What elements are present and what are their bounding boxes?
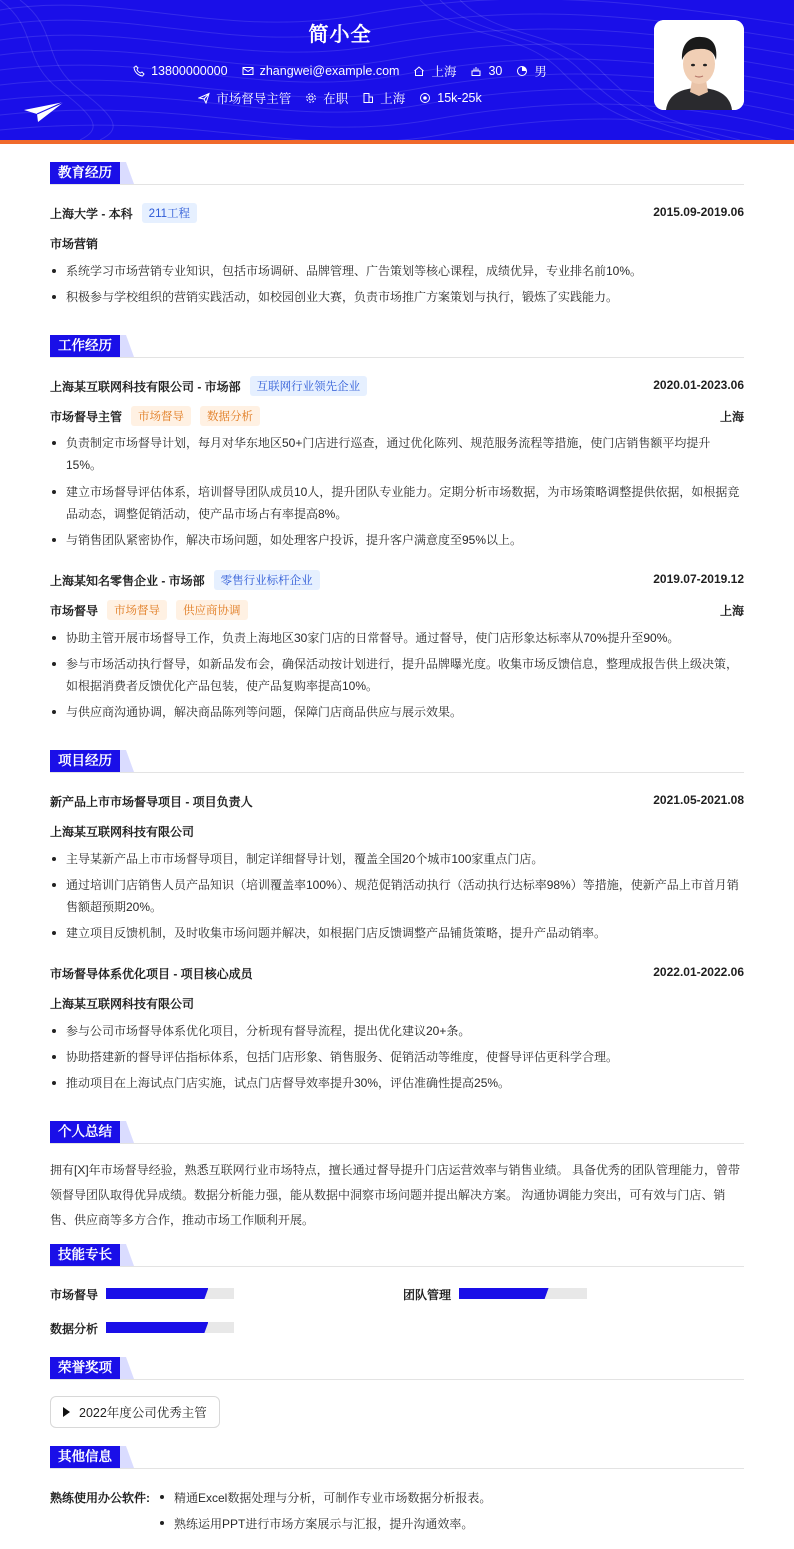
- resume-header: [0, 0, 794, 140]
- title-slant-decoration: [120, 335, 134, 357]
- email-text: zhangwei@example.com: [259, 64, 400, 78]
- school-name: 上海大学 - 本科: [50, 206, 133, 221]
- company-badge: 零售行业标杆企业: [214, 570, 320, 590]
- gender-text: 男: [534, 65, 547, 79]
- section-divider: [50, 357, 744, 358]
- home-icon: [413, 65, 425, 77]
- work-city-item: [362, 89, 405, 107]
- list-item: 熟练运用PPT进行市场方案展示与汇报，提升沟通效率。: [158, 1515, 473, 1532]
- skill-tag: 供应商协调: [176, 600, 248, 620]
- project-date: 2021.05-2021.08: [653, 793, 744, 807]
- status-item: [305, 89, 348, 107]
- phone-item: [133, 64, 227, 78]
- list-item: 主导某新产品上市市场督导项目，制定详细督导计划，覆盖全国20个城市100家重点门店。: [50, 848, 744, 870]
- job-date: 2019.07-2019.12: [653, 572, 744, 586]
- skill-name: 市场督导: [50, 1288, 99, 1302]
- email-item: [242, 64, 400, 78]
- list-item: 与供应商沟通协调，解决商品陈列等问题，保障门店商品供应与展示效果。: [50, 701, 744, 723]
- caret-right-icon: [63, 1407, 70, 1417]
- position-title: 市场督导: [50, 603, 99, 618]
- list-item: 推动项目在上海试点门店实施，试点门店督导效率提升30%，评估准确性提高25%。: [50, 1072, 744, 1094]
- salary-text: 15k-25k: [437, 91, 482, 105]
- job-header: [50, 376, 744, 396]
- section-title-label: 教育经历: [50, 162, 120, 184]
- section-title-label: 技能专长: [50, 1244, 120, 1266]
- other-label: 熟练使用办公软件:: [50, 1491, 150, 1505]
- section-divider: [50, 184, 744, 185]
- section-divider: [50, 1379, 744, 1380]
- contact-info-row: [0, 62, 680, 80]
- section-title-label: 荣誉奖项: [50, 1357, 120, 1379]
- section-summary-title: [50, 1121, 744, 1143]
- education-header: [50, 203, 744, 223]
- list-item: 负责制定市场督导计划，每月对华东地区50+门店进行巡查，通过优化陈列、规范服务流程等措施，使门店销售额平均提升15%。: [50, 432, 744, 476]
- project-name: 新产品上市市场督导项目 - 项目负责人: [50, 795, 253, 809]
- job-header: [50, 570, 744, 590]
- position-row: [50, 406, 744, 426]
- section-other-title: [50, 1446, 744, 1468]
- age-item: [470, 64, 502, 78]
- section-title-label: 项目经历: [50, 750, 120, 772]
- skill-tag: 数据分析: [200, 406, 260, 426]
- job-date: 2020.01-2023.06: [653, 378, 744, 392]
- list-item: 积极参与学校组织的营销实践活动，如校园创业大赛，负责市场推广方案策划与执行，锻炼了实践能力。: [50, 286, 744, 308]
- salary-item: [419, 91, 481, 105]
- summary-text: 拥有[X]年市场督导经验，熟悉互联网行业市场特点，擅长通过督导提升门店运营效率与销售业绩。 具备优秀的团队管理能力，曾带领督导团队取得优异成绩。数据分析能力强，能从数据中洞察市场问题并提出解决方案。 沟通协调能力突出，可有效与门店、销售、供应商等多方合作，推动市场工作顺利开展。: [50, 1163, 741, 1227]
- gender-item: [516, 62, 547, 80]
- city-text: 上海: [431, 65, 457, 79]
- email-icon: [242, 65, 254, 77]
- project-company: 上海某互联网科技有限公司: [50, 825, 195, 839]
- project-name: 市场督导体系优化项目 - 项目核心成员: [50, 967, 253, 981]
- skill-name: 数据分析: [50, 1322, 99, 1336]
- send-icon: [198, 92, 210, 104]
- status-text: 在职: [323, 92, 349, 106]
- section-divider: [50, 1143, 744, 1144]
- title-slant-decoration: [120, 1121, 134, 1143]
- skill-bar: [106, 1322, 234, 1333]
- position-row: [50, 600, 744, 620]
- title-slant-decoration: [120, 1357, 134, 1379]
- section-divider: [50, 772, 744, 773]
- list-item: 与销售团队紧密协作，解决市场问题，如处理客户投诉，提升客户满意度至95%以上。: [50, 529, 744, 551]
- project-company: 上海某互联网科技有限公司: [50, 997, 195, 1011]
- section-divider: [50, 1468, 744, 1469]
- job-location: 上海: [719, 410, 744, 424]
- skill-bar-fill: [106, 1288, 208, 1299]
- title-slant-decoration: [120, 750, 134, 772]
- cake-icon: [470, 65, 482, 77]
- education-date: 2015.09-2019.06: [653, 205, 744, 219]
- list-item: 建立市场督导评估体系，培训督导团队成员10人，提升团队专业能力。定期分析市场数据，为市场策略调整提供依据，如根据竞品动态，调整促销活动，使产品市场占有率提高8%。: [50, 481, 744, 525]
- list-item: 建立项目反馈机制，及时收集市场问题并解决，如根据门店反馈调整产品铺货策略，提升产品动销率。: [50, 922, 744, 944]
- skill-bar: [459, 1288, 587, 1299]
- building-icon: [362, 92, 374, 104]
- school-badge: 211工程: [142, 203, 197, 223]
- job-info-row: [0, 89, 680, 107]
- list-item: 参与公司市场督导体系优化项目，分析现有督导流程，提出优化建议20+条。: [50, 1020, 744, 1042]
- position-title: 市场督导主管: [50, 409, 123, 424]
- company-name: 上海某互联网科技有限公司 - 市场部: [50, 379, 241, 394]
- list-item: 精通Excel数据处理与分析，可制作专业市场数据分析报表。: [158, 1489, 491, 1506]
- job-text: 市场督导主管: [216, 92, 292, 106]
- phone-text: 13800000000: [151, 64, 228, 78]
- skill-tag: 市场督导: [107, 600, 167, 620]
- section-skills-title: [50, 1244, 744, 1266]
- job-item: [198, 89, 291, 107]
- city-item: [413, 62, 456, 80]
- section-divider: [50, 1266, 744, 1267]
- award-text: 2022年度公司优秀主管: [79, 1406, 207, 1420]
- gear-icon: [305, 92, 317, 104]
- skill-name: 团队管理: [403, 1288, 452, 1302]
- company-badge: 互联网行业领先企业: [250, 376, 368, 396]
- list-item: 参与市场活动执行督导，如新品发布会，确保活动按计划进行，提升品牌曝光度。收集市场反馈信息，整理成报告供上级决策，如根据消费者反馈优化产品包装，使产品复购率提高10%。: [50, 653, 744, 697]
- section-work-title: [50, 335, 744, 357]
- skill-bar: [106, 1288, 234, 1299]
- list-item: 通过培训门店销售人员产品知识（培训覆盖率100%）、规范促销活动执行（活动执行达标率98%）等措施，使新产品上市首月销售额超预期20%。: [50, 874, 744, 918]
- company-name: 上海某知名零售企业 - 市场部: [50, 573, 205, 588]
- header-accent-line: [0, 140, 794, 144]
- job-location: 上海: [719, 604, 744, 618]
- section-title-label: 其他信息: [50, 1446, 120, 1468]
- coin-icon: [419, 92, 431, 104]
- paper-plane-icon: [24, 100, 64, 122]
- project-date: 2022.01-2022.06: [653, 965, 744, 979]
- section-education-title: [50, 162, 744, 184]
- list-item: 系统学习市场营销专业知识，包括市场调研、品牌管理、广告策划等核心课程，成绩优异，专业排名前10%。: [50, 260, 744, 282]
- list-item: 协助搭建新的督导评估指标体系，包括门店形象、销售服务、促销活动等维度，使督导评估更科学合理。: [50, 1046, 744, 1068]
- skill-bar-fill: [459, 1288, 549, 1299]
- skill-tag: 市场督导: [131, 406, 191, 426]
- phone-icon: [133, 65, 145, 77]
- section-title-label: 个人总结: [50, 1121, 120, 1143]
- section-title-label: 工作经历: [50, 335, 120, 357]
- list-item: 协助主管开展市场督导工作，负责上海地区30家门店的日常督导。通过督导，使门店形象达标率从70%提升至90%。: [50, 627, 744, 649]
- avatar-portrait-icon: [654, 20, 744, 110]
- major-name: 市场营销: [50, 237, 99, 251]
- avatar: [654, 20, 744, 110]
- candidate-name: 简小全: [308, 24, 372, 46]
- award-item[interactable]: [50, 1396, 220, 1428]
- section-awards-title: [50, 1357, 744, 1379]
- gender-icon: [516, 65, 528, 77]
- section-projects-title: [50, 750, 744, 772]
- age-text: 30: [488, 64, 503, 78]
- title-slant-decoration: [120, 1446, 134, 1468]
- title-slant-decoration: [120, 1244, 134, 1266]
- work-city-text: 上海: [380, 92, 406, 106]
- skill-bar-fill: [106, 1322, 208, 1333]
- title-slant-decoration: [120, 162, 134, 184]
